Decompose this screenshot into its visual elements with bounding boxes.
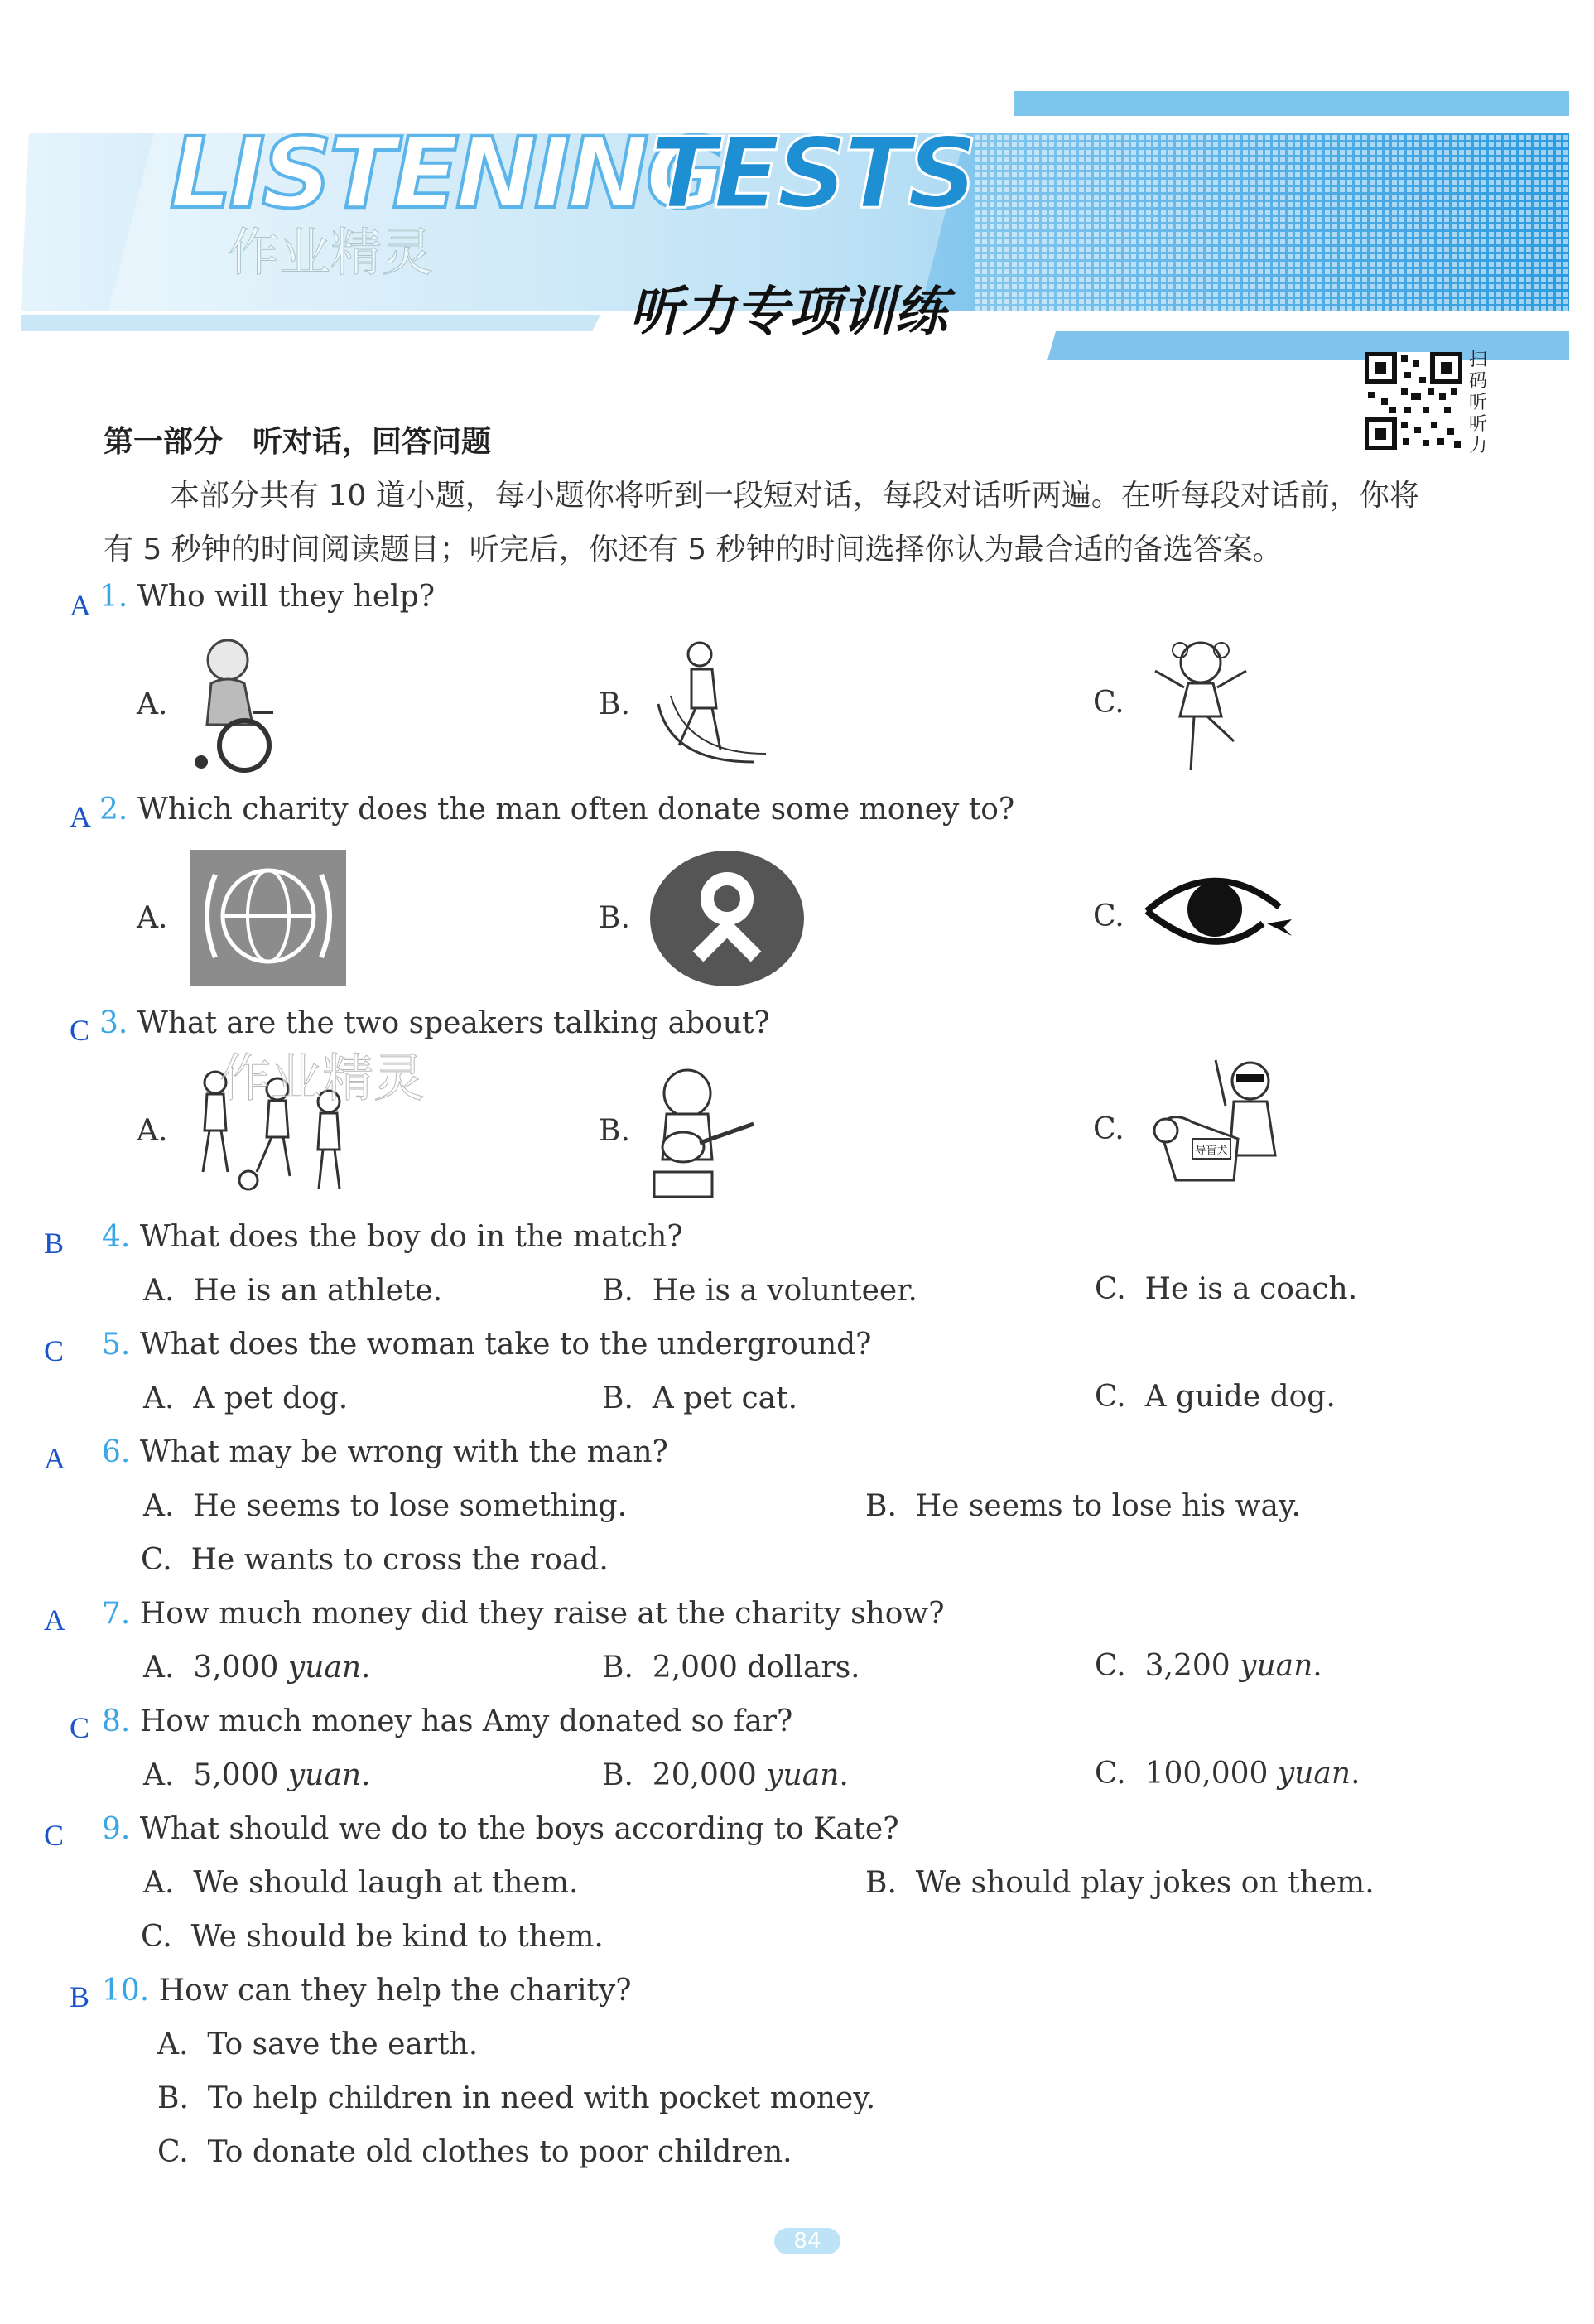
- section-intro-line1: 本部分共有 10 道小题，每小题你将听到一段短对话，每段对话听两遍。在听每段对话前，你将: [170, 479, 1419, 513]
- guide-dog-sign: 导盲犬: [1195, 1145, 1228, 1157]
- option-a[interactable]: A. He seems to lose something.: [143, 1489, 628, 1523]
- question-text: [102, 1704, 792, 1738]
- qr-caption-char: 听: [1469, 414, 1488, 435]
- option-a[interactable]: [143, 1651, 370, 1685]
- question-stem: How much money has Amy donated so far?: [139, 1704, 793, 1738]
- boy-running-picture: [654, 638, 770, 774]
- question-stem: What does the woman take to the underground?: [139, 1328, 872, 1362]
- answer-mark: A: [70, 800, 91, 833]
- question-number: 1.: [99, 580, 128, 614]
- answer-mark: C: [70, 1014, 90, 1047]
- question-stem: What does the boy do in the match?: [139, 1220, 683, 1254]
- answer-mark: C: [44, 1334, 65, 1367]
- question-text: [102, 1597, 945, 1631]
- option-label-a[interactable]: A.: [137, 1114, 168, 1148]
- question-number: 8.: [102, 1704, 131, 1738]
- blind-man-guide-dog-picture: [1143, 1056, 1296, 1201]
- banner-subtitle: 听力专项训练: [629, 282, 947, 343]
- option-b[interactable]: B. A pet cat.: [602, 1381, 798, 1415]
- qr-caption-char: 力: [1469, 436, 1488, 456]
- answer-mark: A: [70, 589, 91, 622]
- option-c-amount: C. 100,000: [1095, 1757, 1278, 1791]
- option-b[interactable]: B. He is a volunteer.: [602, 1274, 917, 1308]
- option-b[interactable]: B. To help children in need with pocket money.: [157, 2081, 876, 2115]
- option-label-b[interactable]: B.: [599, 687, 630, 721]
- boy-playing-guitar-picture: [642, 1064, 758, 1201]
- option-c-unit: yuan: [1240, 1649, 1313, 1683]
- option-label-a[interactable]: A.: [137, 687, 168, 721]
- option-c-unit: yuan: [1277, 1757, 1351, 1791]
- question-text: [102, 1328, 871, 1362]
- qr-code[interactable]: [1365, 352, 1462, 450]
- watermark: 作业精灵: [228, 222, 434, 282]
- question-number: 10.: [102, 1974, 150, 2008]
- option-c[interactable]: C. A guide dog.: [1095, 1380, 1336, 1414]
- option-b[interactable]: B. 2,000 dollars.: [602, 1651, 860, 1685]
- question-text: [102, 1812, 899, 1846]
- question-number: 9.: [102, 1812, 131, 1846]
- answer-mark: A: [44, 1603, 65, 1637]
- option-a[interactable]: A. We should laugh at them.: [143, 1866, 579, 1900]
- answer-mark: C: [70, 1711, 90, 1744]
- answer-mark: A: [44, 1442, 65, 1475]
- option-label-b[interactable]: B.: [599, 901, 630, 935]
- banner-title-right: TESTS: [650, 116, 975, 230]
- question-number: 7.: [102, 1597, 131, 1631]
- question-stem: How can they help the charity?: [158, 1974, 632, 2008]
- option-a[interactable]: A. A pet dog.: [143, 1381, 349, 1415]
- option-b-unit: yuan: [766, 1758, 840, 1792]
- question-text: [102, 1220, 683, 1254]
- question-text: [102, 1974, 632, 2008]
- answer-mark: B: [44, 1227, 65, 1260]
- section-heading: 第一部分 听对话，回答问题: [104, 425, 492, 459]
- question-number: 3.: [99, 1006, 128, 1040]
- section-intro-line2: 有 5 秒钟的时间阅读题目；听完后，你还有 5 秒钟的时间选择你认为最合适的备选答案。: [104, 533, 1283, 567]
- option-a-unit: yuan: [287, 1758, 362, 1792]
- question-number: 6.: [102, 1435, 131, 1469]
- girl-dancing-picture: [1151, 634, 1250, 774]
- question-stem: What may be wrong with the man?: [139, 1435, 668, 1469]
- option-a-amount: A. 5,000: [143, 1758, 288, 1792]
- watermark: 作业精灵: [219, 1048, 426, 1108]
- page-number: [774, 2228, 840, 2254]
- option-c[interactable]: [1095, 1649, 1322, 1683]
- option-c[interactable]: C. We should be kind to them.: [141, 1920, 604, 1954]
- option-label-c[interactable]: C.: [1093, 1112, 1124, 1146]
- option-b-period: .: [839, 1758, 849, 1792]
- elderly-woman-wheelchair-picture: [186, 634, 277, 774]
- option-c[interactable]: [1095, 1757, 1360, 1791]
- question-stem: How much money did they raise at the charity show?: [139, 1597, 945, 1631]
- question-stem: Which charity does the man often donate some money to?: [137, 793, 1015, 827]
- option-a-period: .: [361, 1758, 371, 1792]
- question-number: 5.: [102, 1328, 131, 1362]
- banner-title-left: LISTENING: [170, 116, 723, 230]
- option-b-amount: B. 20,000: [602, 1758, 767, 1792]
- question-stem: What should we do to the boys according to Kate?: [139, 1812, 899, 1846]
- header-banner: [21, 83, 1569, 360]
- option-c[interactable]: C. He is a coach.: [1095, 1272, 1358, 1306]
- question-text: [99, 580, 435, 614]
- option-a-amount: A. 3,000: [143, 1651, 288, 1685]
- option-b[interactable]: B. He seems to lose his way.: [865, 1489, 1301, 1523]
- qr-caption-char: 听: [1469, 393, 1488, 413]
- oxfam-logo-picture: [648, 849, 806, 988]
- qr-caption-char: 扫: [1469, 350, 1488, 370]
- question-text: [102, 1435, 668, 1469]
- option-a-unit: yuan: [287, 1651, 362, 1685]
- unicef-logo-picture: [190, 850, 346, 986]
- option-a[interactable]: A. To save the earth.: [157, 2027, 479, 2061]
- world-map-dots: [973, 133, 1569, 311]
- option-a[interactable]: A. He is an athlete.: [143, 1274, 443, 1308]
- option-label-a[interactable]: A.: [137, 901, 168, 935]
- option-c-amount: C. 3,200: [1095, 1649, 1240, 1683]
- answer-mark: C: [44, 1819, 65, 1852]
- option-b[interactable]: B. We should play jokes on them.: [865, 1866, 1375, 1900]
- question-stem: Who will they help?: [137, 580, 436, 614]
- qr-caption-char: 码: [1469, 371, 1488, 392]
- option-b[interactable]: [602, 1758, 849, 1792]
- option-c[interactable]: C. He wants to cross the road.: [141, 1543, 609, 1577]
- question-text: [99, 1006, 770, 1040]
- question-stem: What are the two speakers talking about?: [137, 1006, 770, 1040]
- option-c-period: .: [1351, 1757, 1360, 1791]
- banner-bottom-bar: [21, 315, 600, 331]
- qr-caption: [1469, 350, 1494, 457]
- option-label-c[interactable]: C.: [1093, 686, 1124, 720]
- option-c-period: .: [1312, 1649, 1322, 1683]
- option-c[interactable]: C. To donate old clothes to poor children.: [157, 2135, 792, 2169]
- orbis-logo-picture: [1139, 861, 1296, 957]
- answer-mark: B: [70, 1980, 90, 2013]
- question-text: [99, 793, 1014, 827]
- option-label-b[interactable]: B.: [599, 1114, 630, 1148]
- page-number-text: 84: [793, 2229, 821, 2254]
- option-a[interactable]: [143, 1758, 370, 1792]
- option-label-c[interactable]: C.: [1093, 899, 1124, 933]
- question-number: 2.: [99, 793, 128, 827]
- option-a-period: .: [361, 1651, 371, 1685]
- question-number: 4.: [102, 1220, 131, 1254]
- banner-top-bar: [1014, 91, 1569, 116]
